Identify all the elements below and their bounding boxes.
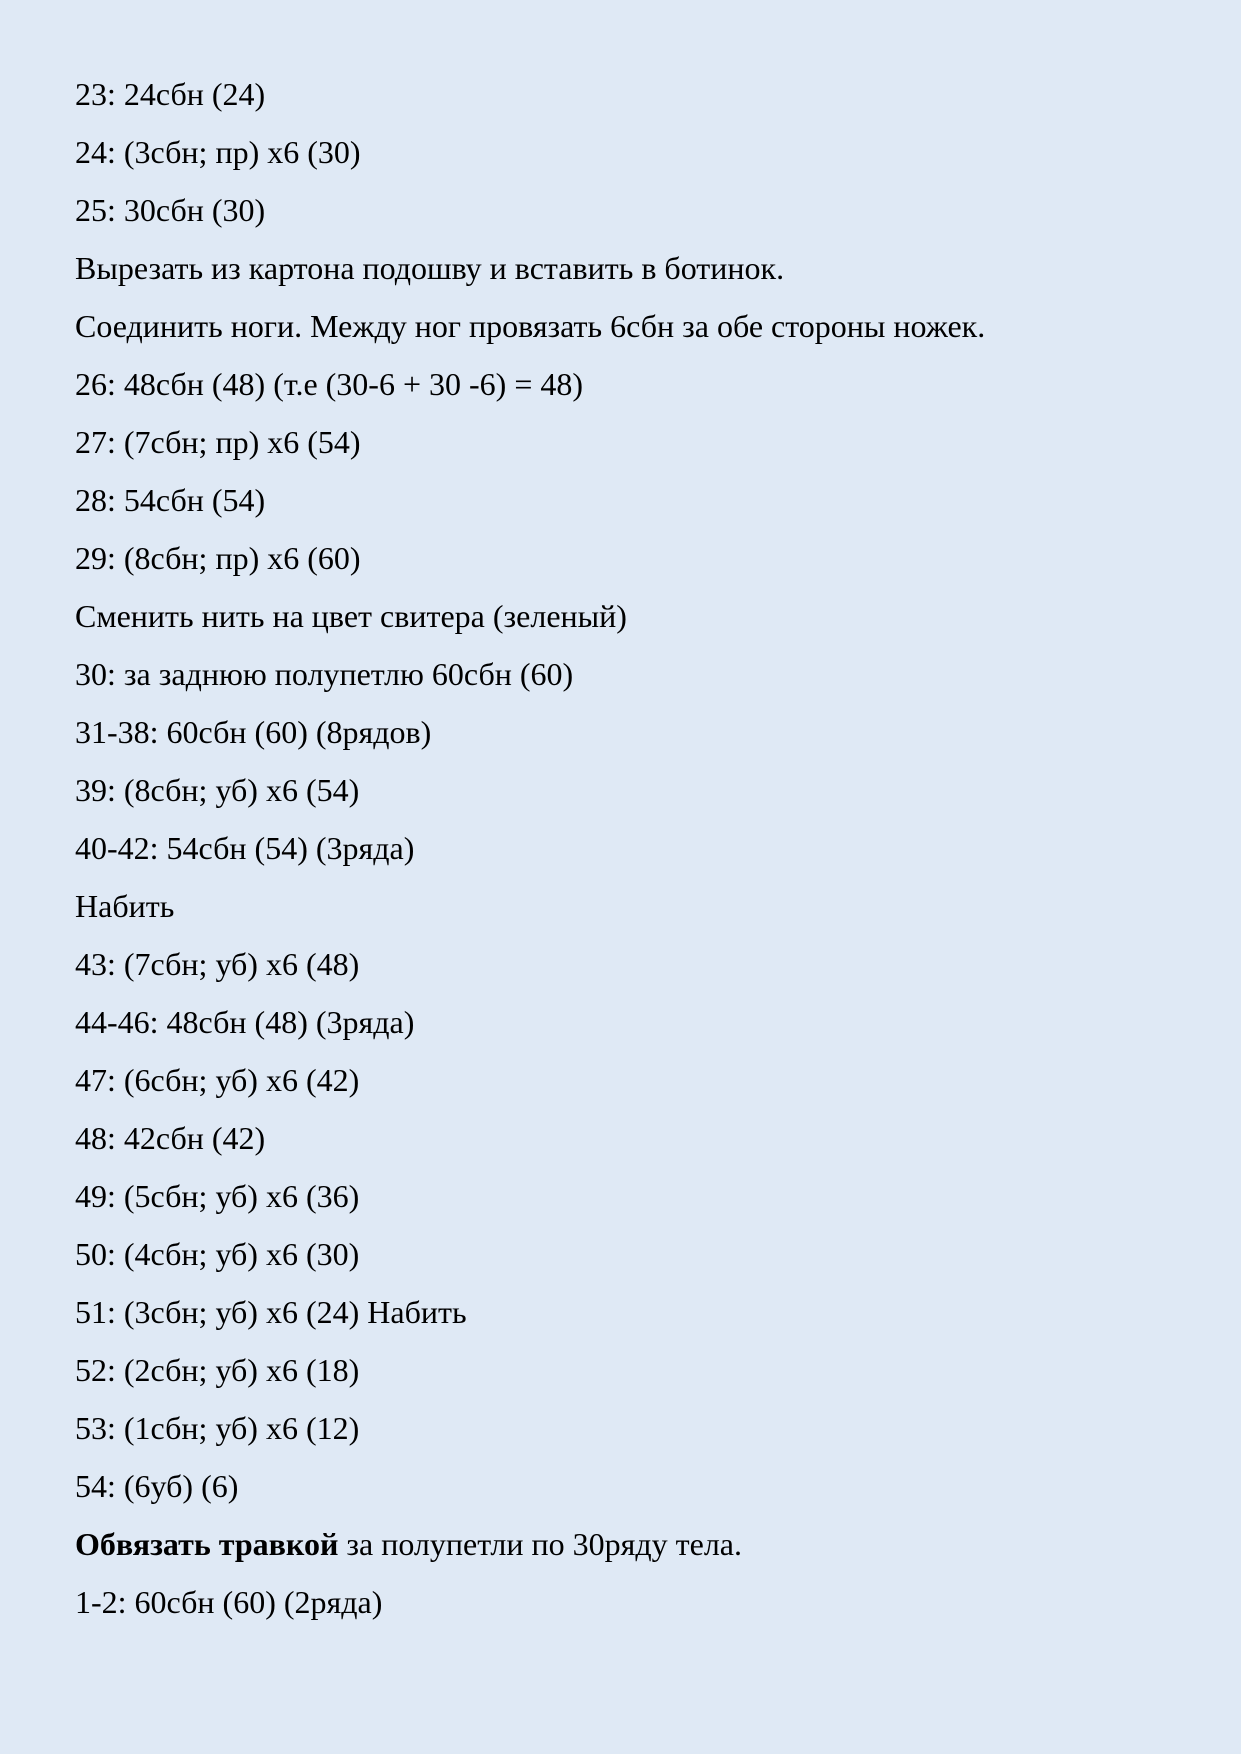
row-25: 25: 30сбн (30) xyxy=(75,192,266,228)
instruction-join-legs: Соединить ноги. Между ног провязать 6сбн за обе стороны ножек. xyxy=(75,308,986,344)
instruction-sole: Вырезать из картона подошву и вставить в ботинок. xyxy=(75,250,785,286)
instruction-grass-edging-bold: Обвязать травкой xyxy=(75,1526,339,1562)
row-23: 23: 24сбн (24) xyxy=(75,76,266,112)
row-47: 47: (6сбн; уб) х6 (42) xyxy=(75,1062,360,1098)
row-29: 29: (8сбн; пр) х6 (60) xyxy=(75,540,361,576)
row-44-46: 44-46: 48сбн (48) (3ряда) xyxy=(75,1004,415,1040)
row-52: 52: (2сбн; уб) х6 (18) xyxy=(75,1352,360,1388)
row-31-38: 31-38: 60сбн (60) (8рядов) xyxy=(75,714,432,750)
pattern-text xyxy=(75,71,985,1637)
row-48: 48: 42сбн (42) xyxy=(75,1120,266,1156)
row-27: 27: (7сбн; пр) х6 (54) xyxy=(75,424,361,460)
row-28: 28: 54сбн (54) xyxy=(75,482,266,518)
row-24: 24: (3сбн; пр) х6 (30) xyxy=(75,134,361,170)
row-1-2: 1-2: 60сбн (60) (2ряда) xyxy=(75,1584,383,1620)
row-26: 26: 48сбн (48) (т.е (30-6 + 30 -6) = 48) xyxy=(75,366,584,402)
instruction-change-color: Сменить нить на цвет свитера (зеленый) xyxy=(75,598,627,634)
row-39: 39: (8сбн; уб) х6 (54) xyxy=(75,772,360,808)
row-49: 49: (5сбн; уб) х6 (36) xyxy=(75,1178,360,1214)
instruction-grass-edging xyxy=(75,1521,985,1579)
row-30: 30: за заднюю полупетлю 60сбн (60) xyxy=(75,656,574,692)
row-53: 53: (1сбн; уб) х6 (12) xyxy=(75,1410,360,1446)
row-40-42: 40-42: 54сбн (54) (3ряда) xyxy=(75,830,415,866)
row-54: 54: (6уб) (6) xyxy=(75,1468,239,1504)
row-51: 51: (3сбн; уб) х6 (24) Набить xyxy=(75,1294,467,1330)
instruction-stuff: Набить xyxy=(75,888,175,924)
row-43: 43: (7сбн; уб) х6 (48) xyxy=(75,946,360,982)
instruction-grass-edging-rest: за полупетли по 30ряду тела. xyxy=(338,1526,742,1562)
row-50: 50: (4сбн; уб) х6 (30) xyxy=(75,1236,360,1272)
